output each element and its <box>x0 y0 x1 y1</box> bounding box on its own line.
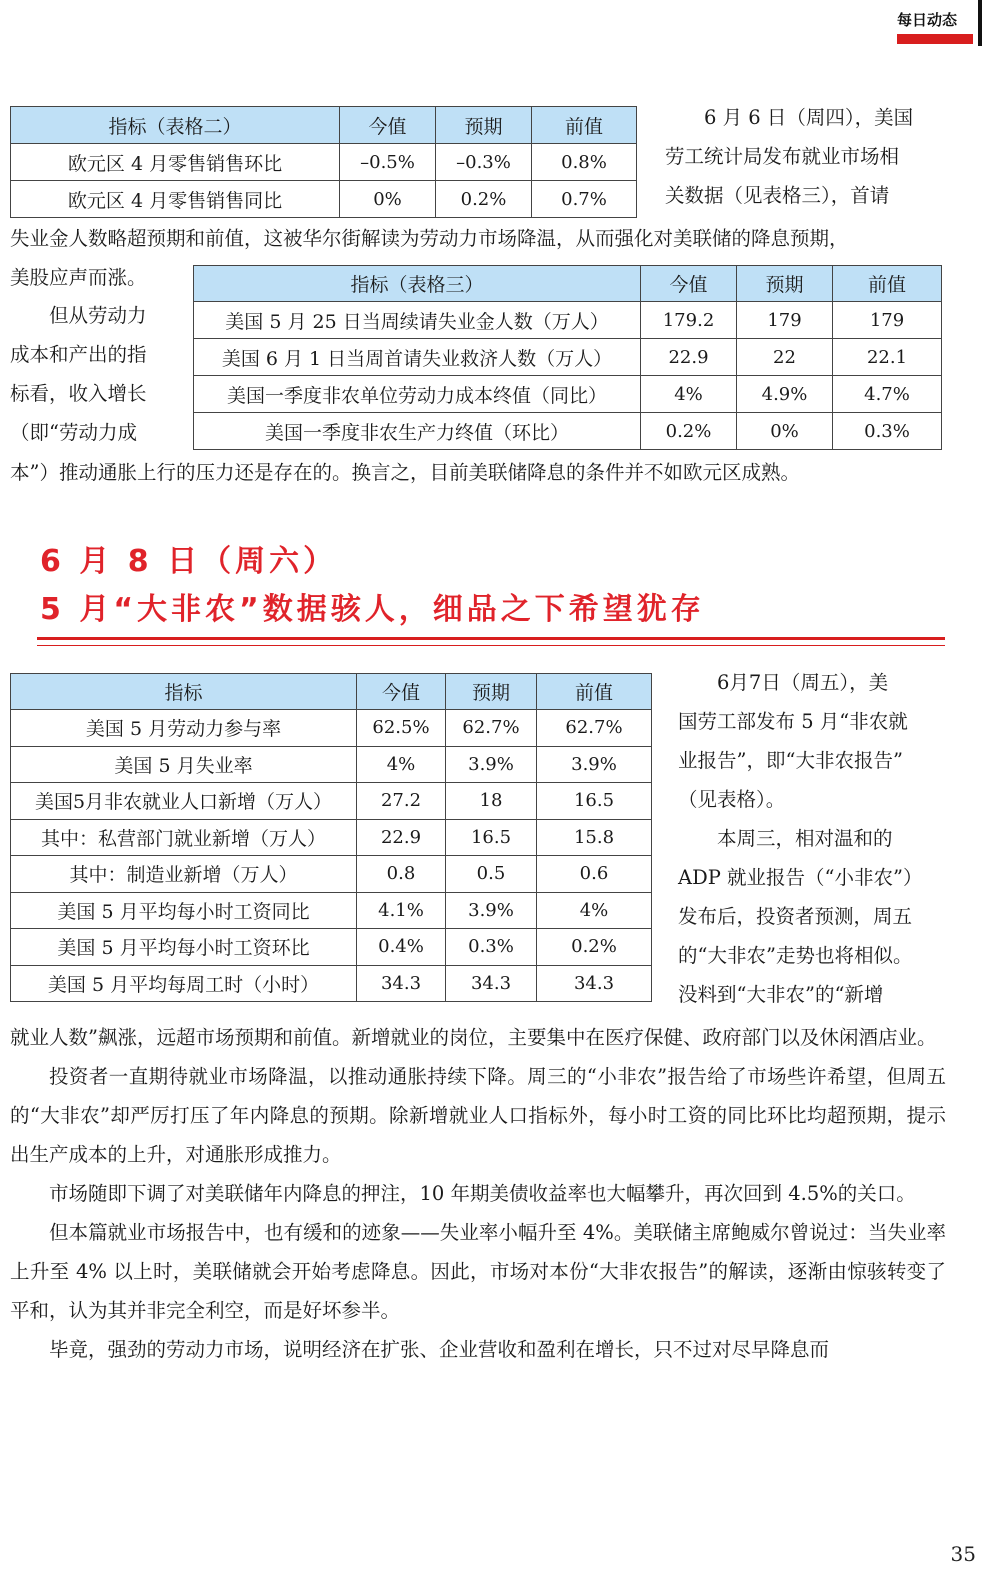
table-cell: 0% <box>737 413 833 450</box>
text-line: 6月7日（周五），美 <box>717 671 889 694</box>
table-cell: 34.3 <box>357 965 446 1002</box>
table-cell: 18 <box>446 783 537 820</box>
table-cell: 欧元区 4 月零售销售同比 <box>11 181 340 218</box>
page-number: 35 <box>950 1542 976 1566</box>
title-rule-thin <box>37 645 945 646</box>
table-cell: 3.9% <box>446 746 537 783</box>
paragraph: 投资者一直期待就业市场降温，以推动通胀持续下降。周三的“小非农”报告给了市场些许希望，但周五的“大非农”却严厉打压了年内降息的预期。除新增就业人口指标外，每小时工资的同比环比均超预期，提示出生产成本的上升，对通胀形成推力。 <box>10 1065 946 1166</box>
table-cell: 27.2 <box>357 783 446 820</box>
table-header: 指标（表格二） <box>11 107 340 144</box>
table-cell: 4.7% <box>833 376 942 413</box>
table-row <box>11 181 637 218</box>
table-cell: 34.3 <box>446 965 537 1002</box>
table-cell: 美国一季度非农单位劳动力成本终值（同比） <box>194 376 641 413</box>
table-header: 指标（表格三） <box>194 266 641 302</box>
table-cell: 0.3% <box>833 413 942 450</box>
table-row <box>194 302 942 339</box>
table-cell: 34.3 <box>537 965 652 1002</box>
table-cell: 0.6 <box>537 856 652 893</box>
table-eurozone-retail <box>10 106 637 218</box>
text-line: 关数据（见表格三），首请 <box>665 184 890 207</box>
table-header: 前值 <box>833 266 942 302</box>
table-nonfarm-payrolls <box>10 673 652 1002</box>
text-line: 国劳工部发布 5 月“非农就 <box>678 710 908 733</box>
text-line: 成本和产出的指 <box>10 343 147 366</box>
table-cell: 62.7% <box>446 710 537 747</box>
table-cell: 4% <box>357 746 446 783</box>
text-line: 本”）推动通胀上行的压力还是存在的。换言之，目前美联储降息的条件并不如欧元区成熟。 <box>10 461 800 484</box>
paragraph: 就业人数”飙涨，远超市场预期和前值。新增就业的岗位，主要集中在医疗保健、政府部门以及休闲酒店业。 <box>10 1026 937 1049</box>
table-row <box>11 783 652 820</box>
paragraph: 毕竟，强劲的劳动力市场，说明经济在扩张、企业营收和盈利在增长，只不过对尽早降息而 <box>49 1338 830 1361</box>
table-cell: 0.4% <box>357 929 446 966</box>
table-header: 前值 <box>532 107 637 144</box>
header-divider <box>978 0 982 46</box>
side-paragraph-2 <box>10 296 182 452</box>
table-us-jobless <box>193 265 942 450</box>
text-line: 本周三，相对温和的 <box>717 827 893 850</box>
table-row <box>194 413 942 450</box>
table-cell: 16.5 <box>537 783 652 820</box>
table-cell: 16.5 <box>446 819 537 856</box>
table-row <box>11 856 652 893</box>
table-row <box>11 144 637 181</box>
text-line: ADP 就业报告（“小非农”） <box>678 866 923 889</box>
table-cell: 22.9 <box>357 819 446 856</box>
table-cell: 62.7% <box>537 710 652 747</box>
table-header: 预期 <box>436 107 532 144</box>
table-cell: 0.8% <box>532 144 637 181</box>
table-row <box>194 339 942 376</box>
table-cell: 美国 5 月劳动力参与率 <box>11 710 357 747</box>
text-line: 没料到“大非农”的“新增 <box>678 983 884 1006</box>
paragraph: 但本篇就业市场报告中，也有缓和的迹象——失业率小幅升至 4%。美联储主席鲍威尔曾说过：当失业率上升至 4% 以上时，美联储就会开始考虑降息。因此，市场对本份“大非农报告”的解读，逐渐由惊骇转变了平和，认为其并非完全利空，而是好坏参半。 <box>10 1221 946 1322</box>
section-label: 每日动态 <box>897 11 958 29</box>
table-header: 预期 <box>737 266 833 302</box>
table-row <box>11 746 652 783</box>
text-line: 失业金人数略超预期和前值，这被华尔街解读为劳动力市场降温，从而强化对美联储的降息预期， <box>10 227 849 250</box>
table-cell: 22 <box>737 339 833 376</box>
table-cell: 美国 5 月平均每周工时（小时） <box>11 965 357 1002</box>
table-cell: 0.8 <box>357 856 446 893</box>
table-header: 预期 <box>446 674 537 710</box>
side-paragraph-1 <box>665 98 943 215</box>
table-cell: 美国 5 月平均每小时工资同比 <box>11 892 357 929</box>
table-cell: 其中：制造业新增（万人） <box>11 856 357 893</box>
table-row <box>11 892 652 929</box>
table-header: 今值 <box>357 674 446 710</box>
table-cell: 62.5% <box>357 710 446 747</box>
text-line: 美股应声而涨。 <box>10 266 147 289</box>
table-cell: 0.3% <box>446 929 537 966</box>
table-row <box>11 710 652 747</box>
table-cell: 美国 5 月失业率 <box>11 746 357 783</box>
table-cell: 美国 5 月 25 日当周续请失业金人数（万人） <box>194 302 641 339</box>
text-line: 的“大非农”走势也将相似。 <box>678 944 913 967</box>
table-cell: 4.1% <box>357 892 446 929</box>
table-cell: 0.2% <box>537 929 652 966</box>
table-cell: –0.3% <box>436 144 532 181</box>
table-cell: 欧元区 4 月零售销售环比 <box>11 144 340 181</box>
table-cell: 3.9% <box>446 892 537 929</box>
table-header: 今值 <box>340 107 436 144</box>
table-cell: 3.9% <box>537 746 652 783</box>
table-cell: 0.2% <box>436 181 532 218</box>
table-cell: 0.7% <box>532 181 637 218</box>
table-cell: 美国 5 月平均每小时工资环比 <box>11 929 357 966</box>
text-line: 6 月 6 日（周四），美国 <box>704 106 914 129</box>
title-rule-thick <box>37 637 945 640</box>
table-cell: 美国5月非农就业人口新增（万人） <box>11 783 357 820</box>
table-row <box>11 965 652 1002</box>
table-cell: 0.2% <box>641 413 737 450</box>
text-line: （即“劳动力成 <box>10 421 137 444</box>
text-line: 业报告”，即“大非农报告” <box>678 749 903 772</box>
table-cell: 179 <box>737 302 833 339</box>
table-cell: 22.1 <box>833 339 942 376</box>
table-cell: 0% <box>340 181 436 218</box>
text-line: 标看，收入增长 <box>10 382 147 405</box>
table-cell: 美国一季度非农生产力终值（环比） <box>194 413 641 450</box>
table-row <box>11 929 652 966</box>
table-header: 前值 <box>537 674 652 710</box>
text-line: 发布后，投资者预测，周五 <box>678 905 913 928</box>
table-row <box>11 819 652 856</box>
table-cell: –0.5% <box>340 144 436 181</box>
text-line: 但从劳动力 <box>49 304 147 327</box>
table-header: 指标 <box>11 674 357 710</box>
text-line: 劳工统计局发布就业市场相 <box>665 145 900 168</box>
table-row <box>194 376 942 413</box>
table-cell: 179.2 <box>641 302 737 339</box>
table-cell: 4% <box>641 376 737 413</box>
section-title-date: 6 月 8 日（周六） <box>40 544 338 579</box>
table-cell: 22.9 <box>641 339 737 376</box>
text-line: （见表格）。 <box>678 788 786 811</box>
side-paragraph-3 <box>678 663 946 1014</box>
table-cell: 15.8 <box>537 819 652 856</box>
section-title-headline: 5 月“大非农”数据骇人，细品之下希望犹存 <box>40 592 705 627</box>
table-cell: 0.5 <box>446 856 537 893</box>
table-cell: 美国 6 月 1 日当周首请失业救济人数（万人） <box>194 339 641 376</box>
table-cell: 179 <box>833 302 942 339</box>
table-cell: 4.9% <box>737 376 833 413</box>
table-cell: 4% <box>537 892 652 929</box>
section-label-bar <box>897 34 973 44</box>
table-cell: 其中：私营部门就业新增（万人） <box>11 819 357 856</box>
paragraph: 市场随即下调了对美联储年内降息的押注，10 年期美债收益率也大幅攀升，再次回到 4.5%的关口。 <box>49 1182 916 1205</box>
table-header: 今值 <box>641 266 737 302</box>
body-text <box>10 1018 946 1369</box>
